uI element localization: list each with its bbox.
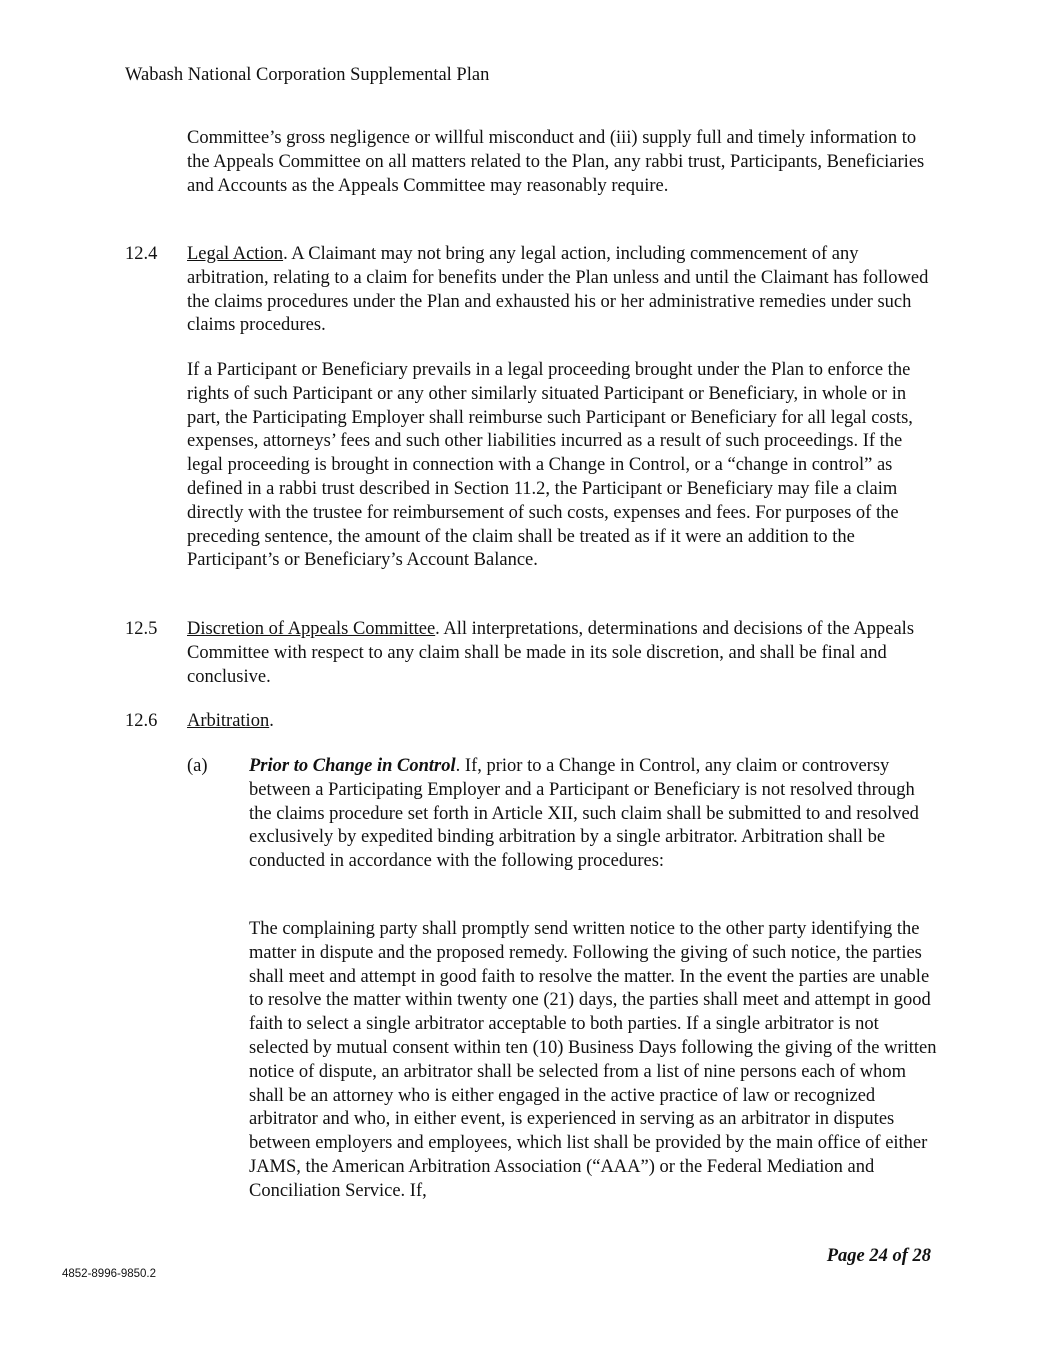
section-12-6-heading: Arbitration [187,711,270,731]
subsection-a-paragraph-2: The complaining party shall promptly send written notice to the other party identifying the matter in dispute and the proposed remedy. Following the giving of such notice, the parties shall meet and attempt in good faith to resolve the matter. In the event the parties are unable to resolve the matter within twenty one (21) days, the parties shall meet and attempt in good faith to select a single arbitrator acceptable to both parties. If a single arbitrator is not selected by mutual consent within ten (10) Business Days following the giving of the written notice of dispute, an arbitrator shall be selected from a list of nine persons each of whom shall be an attorney who is either engaged in the active practice of law or recognized arbitrator and who, in either event, is experienced in serving as an arbitrator in disputes between employers and employees, which list shall be provided by the main office of either JAMS, the American Arbitration Association (“AAA”) or the Federal Mediation and Conciliation Service. If, [249,919,937,1201]
page-number: Page 24 of 28 [826,1246,931,1266]
document-id: 4852-8996-9850.2 [62,1268,156,1280]
section-12-5-heading: Discretion of Appeals Committee [187,619,436,639]
intro-paragraph: Committee’s gross negligence or willful misconduct and (iii) supply full and timely information to the Appeals Committee on all matters related to the Plan, any rabbi trust, Participants, Beneficiaries and Accounts as the Appeals Committee may reasonably require. [187,128,925,196]
subsection-a-label: (a) [187,756,208,776]
section-number-12-6: 12.6 [125,711,158,731]
section-12-4-text: . A Claimant may not bring any legal action, including commencement of any arbitration, relating to a claim for benefits under the Plan unless and until the Claimant has followed the claims procedures under the Plan and exhausted his or her administrative remedies under such claims procedures. [187,244,929,336]
subsection-a-text: . If, prior to a Change in Control, any claim or controversy between a Participating Employer and a Participant or Beneficiary is not resolved through the claims procedure set forth in Article XII, such claim shall be submitted to and resolved exclusively by expedited binding arbitration by a single arbitrator. Arbitration shall be conducted in accordance with the following procedures: [249,756,919,872]
section-12-6-heading-line [187,710,937,734]
section-12-4-heading: Legal Action [187,244,284,264]
section-12-5-text: . All interpretations, determinations and decisions of the Appeals Committee with respect to any claim shall be made in its sole discretion, and shall be final and conclusive. [187,619,915,687]
section-number-12-5: 12.5 [125,619,158,639]
subsection-a-paragraph [249,755,939,874]
section-12-5-paragraph [187,618,937,689]
section-12-4-paragraph-2: If a Participant or Beneficiary prevails in a legal proceeding brought under the Plan to enforce the rights of such Participant or any other similarly situated Participant or Beneficiary, in whole or in part, the Participating Employer shall reimburse such Participant or Beneficiary for all legal costs, expenses, attorneys’ fees and such other liabilities incurred as a result of such proceedings. If the legal proceeding is brought in connection with a Change in Control, or a “change in control” as defined in a rabbi trust described in Section 11.2, the Participant or Beneficiary may file a claim directly with the trustee for reimbursement of such costs, expenses and fees. For purposes of the preceding sentence, the amount of the claim shall be treated as if it were an addition to the Participant’s or Beneficiary’s Account Balance. [187,360,913,571]
section-number-12-4: 12.4 [125,244,158,264]
section-12-4-paragraph [187,243,937,338]
section-12-6-period: . [269,711,274,731]
subsection-a-heading: Prior to Change in Control [249,756,456,776]
document-header: Wabash National Corporation Supplemental Plan [125,65,490,85]
